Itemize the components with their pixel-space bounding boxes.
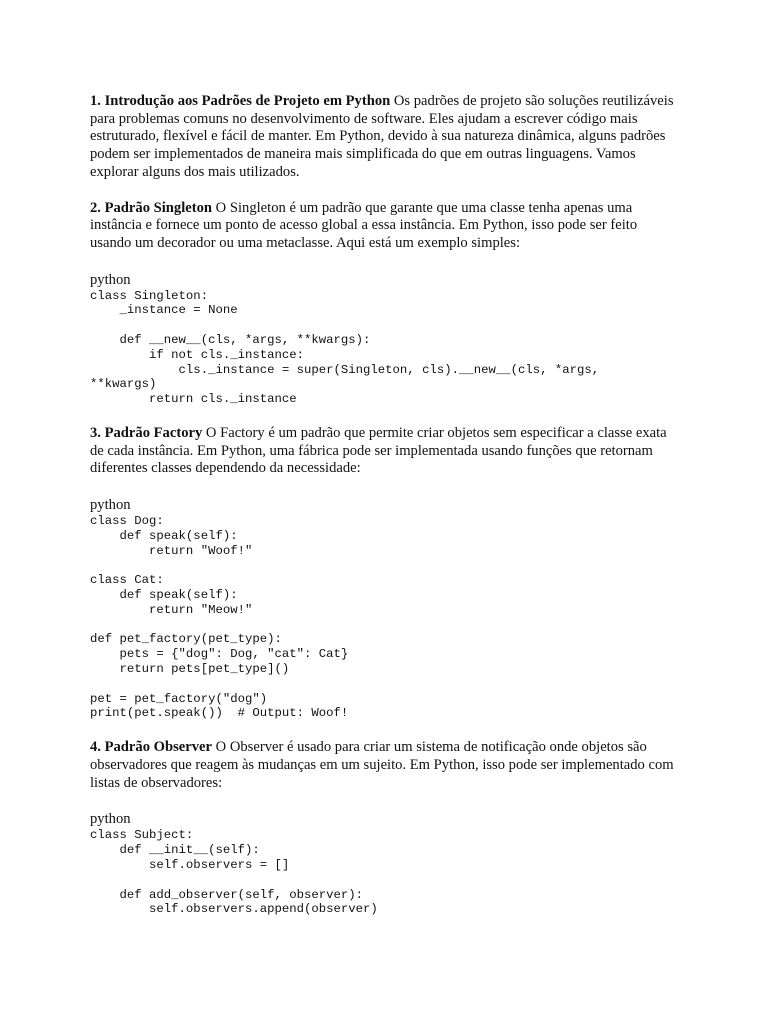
section-3-code-block: class Dog: def speak(self): return "Woof!" class Cat: def speak(self): return "Meow!" def pet_factory(pet_type): pets = {"dog": Dog, "cat": Cat} return pets[pet_type]() pet = pet_factory("dog") print(pet.speak()) # Output: Woof!	[90, 514, 349, 721]
section-3-heading: 3. Padrão Factory	[90, 425, 203, 441]
section-2-code-block: class Singleton: _instance = None def __new__(cls, *args, **kwargs): if not cls._instance: cls._instance = super(Singleton, cls).__new__(cls, *args, **kwargs) return cls._instance	[90, 288, 600, 407]
section-4-paragraph	[90, 739, 680, 792]
section-2-body: O Singleton é um padrão que garante que uma classe tenha apenas uma instância e fornece um ponto de acesso global a essa instância. Em Python, isso pode ser feito usando um decorador ou uma metaclasse. Aqui está um exemplo simples:	[90, 199, 638, 251]
section-2-heading: 2. Padrão Singleton	[90, 199, 213, 216]
section-3-code-label: python	[90, 497, 131, 514]
section-4-code-block: class Subject: def __init__(self): self.observers = [] def add_observer(self, observer): self.observers.append(observer)	[90, 828, 378, 917]
section-2-paragraph	[90, 200, 680, 253]
section-3-body: O Factory é um padrão que permite criar objetos sem especificar a classe exata de cada instância. Em Python, uma fábrica pode ser implementada usando funções que retornam diferentes classes dependendo da necessidade:	[90, 425, 667, 477]
section-4-code-label: python	[90, 811, 131, 828]
section-1-heading: 1. Introdução aos Padrões de Projeto em Python	[90, 93, 391, 109]
section-1-paragraph	[90, 93, 680, 182]
section-4-body: O Observer é usado para criar um sistema de notificação onde objetos são observadores que reagem às mudanças em um sujeito. Em Python, isso pode ser implementado com listas de observadores:	[90, 739, 674, 791]
section-2-code-label: python	[90, 271, 131, 288]
document-page	[90, 93, 680, 917]
section-1-body: Os padrões de projeto são soluções reutilizáveis para problemas comuns no desenvolvimento de software. Eles ajudam a escrever código mais estruturado, flexível e fácil de manter. Em Python, devido à sua natureza dinâmica, alguns padrões podem ser implementados de maneira mais simplificada do que em outras linguagens. Vamos explorar alguns dos mais utilizados.	[90, 93, 674, 180]
section-3-paragraph	[90, 425, 680, 478]
section-4-heading: 4. Padrão Observer	[90, 739, 212, 756]
